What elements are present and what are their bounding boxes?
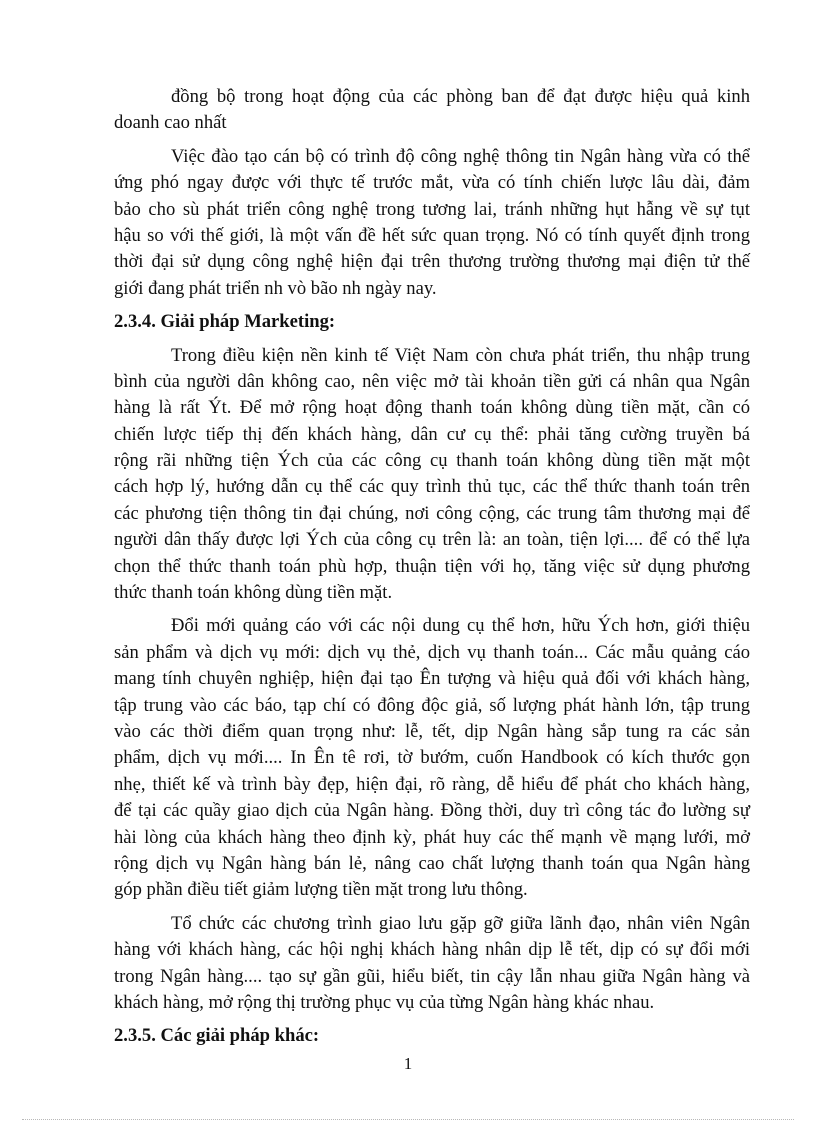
text-line: thức thanh toán không dùng tiền mặt. (114, 582, 393, 604)
text-line: cách hợp lý, hướng dẫn cụ thể các quy trình thủ tục, các thể thức thanh toán trên (114, 476, 750, 498)
text-line: doanh cao nhất (114, 112, 227, 134)
text-line: rộng dịch vụ Ngân hàng bán lẻ, nâng cao chất lượng thanh toán qua Ngân hàng (114, 852, 750, 874)
section-heading-marketing: 2.3.4. Giải pháp Marketing: (114, 311, 336, 333)
text-line: Việc đào tạo cán bộ có trình độ công nghệ thông tin Ngân hàng vừa có thể (171, 145, 750, 167)
text-line: tập trung vào các báo, tạp chí có đông độc giả, số lượng phát hành lớn, tập trung (114, 694, 750, 716)
text-line: giới đang phát triển nh vò bão nh ngày nay. (114, 277, 437, 299)
text-line: Trong điều kiện nền kinh tế Việt Nam còn chưa phát triển, thu nhập trung (171, 344, 750, 366)
text-line: khách hàng, mở rộng thị trường phục vụ của từng Ngân hàng khác nhau. (114, 991, 655, 1013)
paragraph-advertising (114, 613, 750, 903)
page-content (114, 84, 750, 1057)
paragraph-events (114, 911, 750, 1017)
text-line: chiến lược tiếp thị đến khách hàng, dân cư cụ thể: phải tăng cường truyền bá (114, 423, 750, 445)
text-line: bình của người dân không cao, nên việc mở tài khoản tiền gửi cá nhân qua Ngân (114, 370, 750, 392)
text-line: hậu so với thế giới, là một vấn đề hết sức quan trọng. Nó có tính quyết định trong (114, 224, 750, 246)
paragraph-continuation (114, 84, 750, 137)
text-line: hàng là rất Ýt. Để mở rộng hoạt động thanh toán không dùng tiền mặt, cần có (114, 397, 750, 419)
text-line: vào các thời điểm quan trọng như: lễ, tết, dịp Ngân hàng sắp tung ra các sản (114, 720, 750, 742)
text-line: các phương tiện thông tin đại chúng, nơi công cộng, các trung tâm thương mại để (114, 502, 750, 524)
text-line: thời đại sử dụng công nghệ hiện đại trên thương trường thương mại điện tử thế (114, 251, 750, 273)
section-heading-other-solutions: 2.3.5. Các giải pháp khác: (114, 1025, 320, 1047)
paragraph-marketing-strategy (114, 343, 750, 607)
text-line: hài lòng của khách hàng theo định kỳ, phát huy các thế mạnh về mạng lưới, mở (114, 826, 750, 848)
text-line: góp phần điều tiết giảm lượng tiền mặt trong lưu thông. (114, 879, 528, 901)
text-line: phẩm, dịch vụ mới.... In Ên tê rơi, tờ bướm, cuốn Handbook có kích thước gọn (114, 747, 750, 769)
text-line: người dân thấy được lợi Ých của công cụ trên là: an toàn, tiện lợi.... để có thể lựa (114, 529, 750, 551)
page-number: 1 (403, 1054, 413, 1073)
text-line: Tổ chức các chương trình giao lưu gặp gỡ giữa lãnh đạo, nhân viên Ngân (171, 912, 750, 934)
text-line: mang tính chuyên nghiệp, hiện đại tạo Ên tượng và hiệu quả đối với khách hàng, (114, 668, 750, 690)
text-line: hàng với khách hàng, các hội nghị khách hàng nhân dịp lễ tết, dịp có sự đổi mới (114, 939, 750, 961)
text-line: chọn thể thức thanh toán phù hợp, thuận tiện với họ, tăng việc sử dụng phương (114, 555, 750, 577)
text-line: sản phẩm và dịch vụ mới: dịch vụ thẻ, dịch vụ thanh toán... Các mẫu quảng cáo (114, 641, 750, 663)
text-line: nhẹ, thiết kế và trình bày đẹp, hiện đại, rõ ràng, dễ hiểu để phát cho khách hàng, (114, 773, 750, 795)
text-line: để tại các quầy giao dịch của Ngân hàng. Đồng thời, duy trì công tác đo lường sự (114, 800, 750, 822)
page-bottom-divider (22, 1119, 794, 1120)
text-line: Đổi mới quảng cáo với các nội dung cụ thể hơn, hữu Ých hơn, giới thiệu (171, 615, 750, 637)
text-line: bảo cho sù phát triển công nghệ trong tương lai, tránh những hụt hẫng về sự tụt (114, 198, 750, 220)
text-line: trong Ngân hàng.... tạo sự gần gũi, hiểu biết, tin cậy lẫn nhau giữa Ngân hàng và (114, 965, 750, 987)
paragraph-training (114, 144, 750, 302)
text-line: đồng bộ trong hoạt động của các phòng ban để đạt được hiệu quả kinh (171, 86, 750, 107)
text-line: ứng phó ngay được với thực tế trước mắt, vừa có tính chiến lược lâu dài, đảm (114, 172, 750, 194)
text-line: rộng rãi những tiện Ých của các công cụ thanh toán không dùng tiền mặt một (114, 450, 750, 472)
